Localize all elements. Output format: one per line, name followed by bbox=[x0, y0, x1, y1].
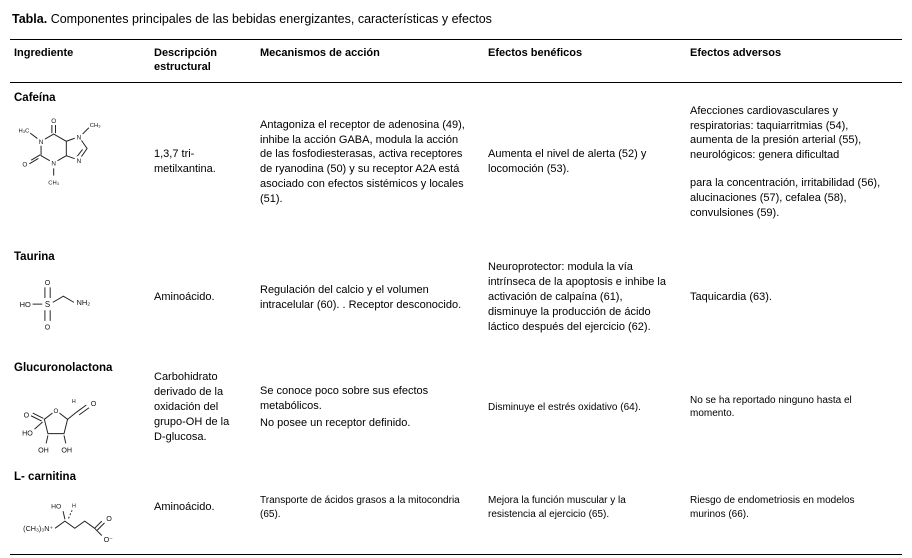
atom-label-oh-left: OH bbox=[38, 445, 49, 454]
descripcion-cell bbox=[150, 462, 256, 555]
group-label-trimethylammonium: (CH₃)₃N⁺ bbox=[23, 524, 54, 534]
col-header-mecanismos: Mecanismos de acción bbox=[260, 47, 380, 59]
atom-label-ring-o: O bbox=[53, 407, 59, 415]
table-row-glucuronolactona bbox=[10, 353, 902, 462]
atom-label-h: H bbox=[71, 503, 76, 510]
col-header-ingrediente: Ingrediente bbox=[14, 47, 74, 59]
atom-label-s: S bbox=[44, 299, 51, 309]
mecanismos-cell bbox=[256, 462, 484, 555]
atom-label-aldehyde-o: O bbox=[90, 399, 97, 408]
caption-text: Componentes principales de las bebidas energizantes, características y efectos bbox=[50, 12, 492, 26]
atom-label-o-top: O bbox=[51, 118, 57, 126]
atom-label-n1: N bbox=[38, 138, 44, 146]
ingredient-name: Taurina bbox=[14, 251, 55, 263]
descripcion-cell bbox=[150, 82, 256, 242]
ingredient-cell bbox=[10, 462, 150, 555]
atom-label-ho: HO bbox=[19, 299, 31, 309]
adversos-text: Taquicardia (63). bbox=[690, 291, 772, 304]
atom-label-oh-right: OH bbox=[61, 445, 73, 454]
adversos-text-2: para la concentración, irritabilidad (56), alucinaciones (57), cefalea (58), convulsiones (59). bbox=[690, 177, 881, 219]
glucuronolactone-structure-drawing bbox=[14, 387, 114, 457]
adversos-text: No se ha reportado ninguno hasta el momento. bbox=[690, 394, 852, 420]
adversos-cell bbox=[686, 462, 902, 555]
methyl-label-n7: CH₃ bbox=[89, 122, 101, 129]
beneficos-text: Neuroprotector: modula la vía intrínseca de la apoptosis e inhibe la activación de calpaína (61), disminuye la producción de ácido láctico después del ejercicio (62). bbox=[488, 261, 666, 333]
carnitine-structure-drawing bbox=[14, 495, 150, 549]
methyl-label-n3: CH₃ bbox=[48, 180, 60, 187]
atom-label-nh2: NH₂ bbox=[76, 297, 91, 307]
table-row-taurina bbox=[10, 242, 902, 353]
mecanismos-text: Transporte de ácidos grasos a la mitocondria (65). bbox=[260, 495, 460, 520]
adversos-text: Afecciones cardiovasculares y respiratorias: taquiarritmias (54), aumenta de la presión arterial (55), neurológicos: genera dificultad bbox=[690, 104, 862, 162]
descripcion-text: 1,3,7 tri-metilxantina. bbox=[154, 148, 216, 176]
adversos-cell bbox=[686, 353, 902, 462]
table-caption bbox=[12, 12, 902, 26]
descripcion-text: Aminoácido. bbox=[154, 501, 215, 514]
atom-label-o-up: O bbox=[44, 279, 51, 287]
atom-label-o-minus: O⁻ bbox=[103, 534, 113, 544]
atom-label-n3: N bbox=[51, 160, 56, 168]
table-row-carnitina bbox=[10, 462, 902, 555]
header-row bbox=[10, 40, 902, 83]
mecanismos-text: Antagoniza el receptor de adenosina (49), inhibe la acción GABA, modula la acción de las fosfodiesterasas, activa receptores de ryanodina (50) y su receptor A2A está asociado con efectos sistémicos y locales (51). bbox=[260, 118, 465, 205]
mecanismos-text-2: No posee un receptor definido. bbox=[260, 416, 411, 429]
ingredient-name: L- carnitina bbox=[14, 470, 76, 483]
descripcion-cell bbox=[150, 242, 256, 353]
atom-label-ho: HO bbox=[22, 428, 33, 437]
adversos-cell bbox=[686, 82, 902, 242]
mecanismos-text: Regulación del calcio y el volumen intracelular (60). . Receptor desconocido. bbox=[260, 283, 462, 311]
atom-label-h: H bbox=[71, 398, 76, 405]
atom-label-keto-o: O bbox=[23, 411, 30, 420]
beneficos-text: Mejora la función muscular y la resistencia al ejercicio (65). bbox=[488, 495, 626, 520]
ingredient-name: Glucuronolactona bbox=[14, 362, 113, 374]
caffeine-structure-drawing bbox=[14, 116, 106, 190]
descripcion-text: Carbohidrato derivado de la oxidación del grupo-OH de la D-glucosa. bbox=[154, 371, 230, 443]
beneficos-cell bbox=[484, 242, 686, 353]
mecanismos-cell bbox=[256, 82, 484, 242]
atom-label-n9: N bbox=[76, 157, 82, 165]
adversos-cell bbox=[686, 242, 902, 353]
beneficos-cell bbox=[484, 353, 686, 462]
ingredient-name: Cafeína bbox=[14, 91, 56, 104]
mecanismos-cell bbox=[256, 242, 484, 353]
atom-label-o-left: O bbox=[22, 161, 28, 169]
methyl-label-n1: H₃C bbox=[18, 128, 30, 135]
components-table bbox=[10, 39, 902, 555]
table-row-cafeina bbox=[10, 82, 902, 242]
mecanismos-text: Se conoce poco sobre sus efectos metabólicos. bbox=[260, 384, 429, 412]
ingredient-cell bbox=[10, 82, 150, 242]
atom-label-ho: HO bbox=[51, 503, 62, 511]
descripcion-cell bbox=[150, 353, 256, 462]
taurine-structure-drawing bbox=[14, 276, 118, 334]
adversos-text: Riesgo de endometriosis en modelos murinos (66). bbox=[690, 495, 855, 520]
col-header-adversos: Efectos adversos bbox=[690, 47, 782, 59]
col-header-beneficos: Efectos benéficos bbox=[488, 47, 583, 59]
caption-label: Tabla. bbox=[12, 12, 48, 26]
atom-label-carbonyl-o: O bbox=[106, 514, 112, 524]
descripcion-text: Aminoácido. bbox=[154, 291, 215, 304]
beneficos-cell bbox=[484, 462, 686, 555]
ingredient-cell bbox=[10, 353, 150, 462]
col-header-descripcion: Descripción estructural bbox=[154, 47, 217, 73]
mecanismos-cell bbox=[256, 353, 484, 462]
beneficos-cell bbox=[484, 82, 686, 242]
ingredient-cell bbox=[10, 242, 150, 353]
beneficos-text: Aumenta el nivel de alerta (52) y locomoción (53). bbox=[488, 148, 647, 176]
atom-label-o-down: O bbox=[44, 324, 51, 332]
beneficos-text: Disminuye el estrés oxidativo (64). bbox=[488, 401, 641, 413]
atom-label-n7: N bbox=[76, 134, 82, 142]
